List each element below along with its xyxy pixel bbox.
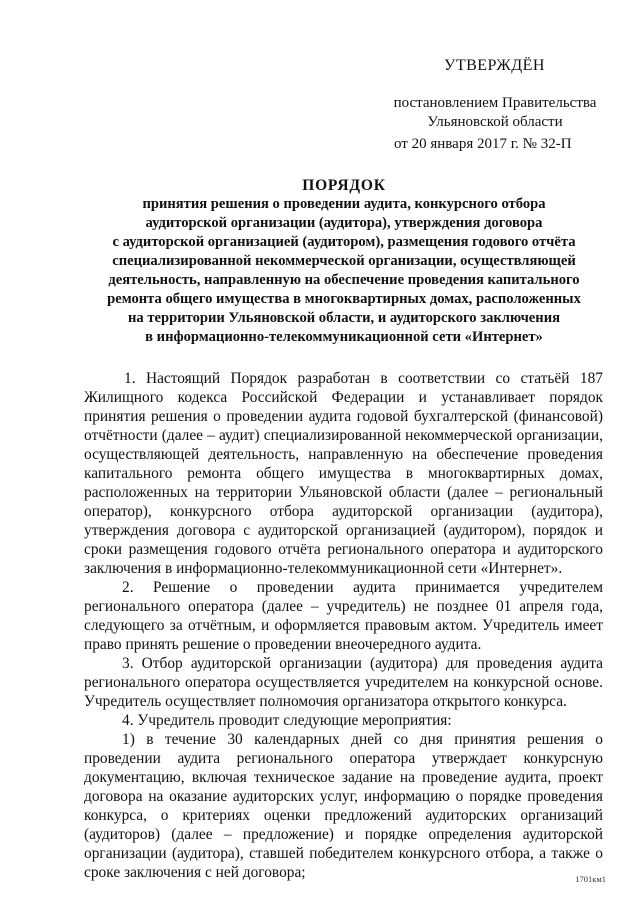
decree-line-2: Ульяновской области (427, 114, 563, 130)
paragraph-4-item-1: 1) в течение 30 календарных дней со дня принятия решения о проведении аудита регионального оператора утверждает конкурсную документацию, включая техническое задание на проведение аудита, проект договора на оказание аудиторских услуг, информацию о порядке проведения конкурса, о критериях оценки предложений аудиторских организаций (аудиторов) (далее – предложение) и порядке определения аудиторской организации (аудитора), ставшей победителем конкурсного отбора, а также о сроке заключения с ней договора; (84, 731, 603, 881)
paragraph-3: 3. Отбор аудиторской организации (аудитора) для проведения аудита регионального оператора осуществляется учредителем на конкурсной основе. Учредитель осуществляет полномочия организатора открытого конкурса. (84, 655, 603, 710)
footer-code: 1701км1 (575, 874, 606, 884)
approval-heading: УТВЕРЖДЁН (444, 57, 545, 74)
paragraph-4: 4. Учредитель проводит следующие мероприятия: (122, 712, 452, 729)
decree-date: от 20 января 2017 г. № 32-П (394, 136, 572, 152)
document-title: ПОРЯДОК (302, 177, 386, 194)
document-title-block (70, 176, 618, 347)
document-subtitle: принятия решения о проведении аудита, конкурсного отбора аудиторской организации (аудитора), утверждения договора с аудиторской организацией (аудитором), размещения годового отчёта специализированной некоммерческой организации, осуществляющей деятельность, направленную на обеспечение проведения капитального ремонта общего имущества в многоквартирных домах, расположенных на территории Ульяновской области, и аудиторского заключения в информационно-телекоммуникационной сети «Интернет» (107, 196, 581, 345)
paragraph-2: 2. Решение о проведении аудита принимается учредителем регионального оператора (далее – учредитель) не позднее 01 апреля года, следующего за отчётным, и оформляется правовым актом. Учредитель имеет право принять решение о проведении внеочередного аудита. (84, 579, 603, 653)
decree-reference (380, 94, 610, 132)
paragraph-1: 1. Настоящий Порядок разработан в соответствии со статьёй 187 Жилищного кодекса Российской Федерации и устанавливает порядок принятия решения о проведении аудита годовой бухгалтерской (финансовой) отчётности (далее – аудит) специализированной некоммерческой организации, осуществляющей деятельность, направленную на обеспечение проведения капитального ремонта общего имущества в многоквартирных домах, расположенных на территории Ульяновской области (далее – региональный оператор), конкурсного отбора аудиторской организации (аудитора), утверждения договора с аудиторской организацией (аудитором), порядок и сроки размещения годового отчёта регионального оператора и аудиторского заключения в информационно-телекоммуникационной сети «Интернет». (84, 370, 603, 577)
decree-line-1: постановлением Правительства (393, 95, 597, 111)
document-body (84, 369, 603, 882)
